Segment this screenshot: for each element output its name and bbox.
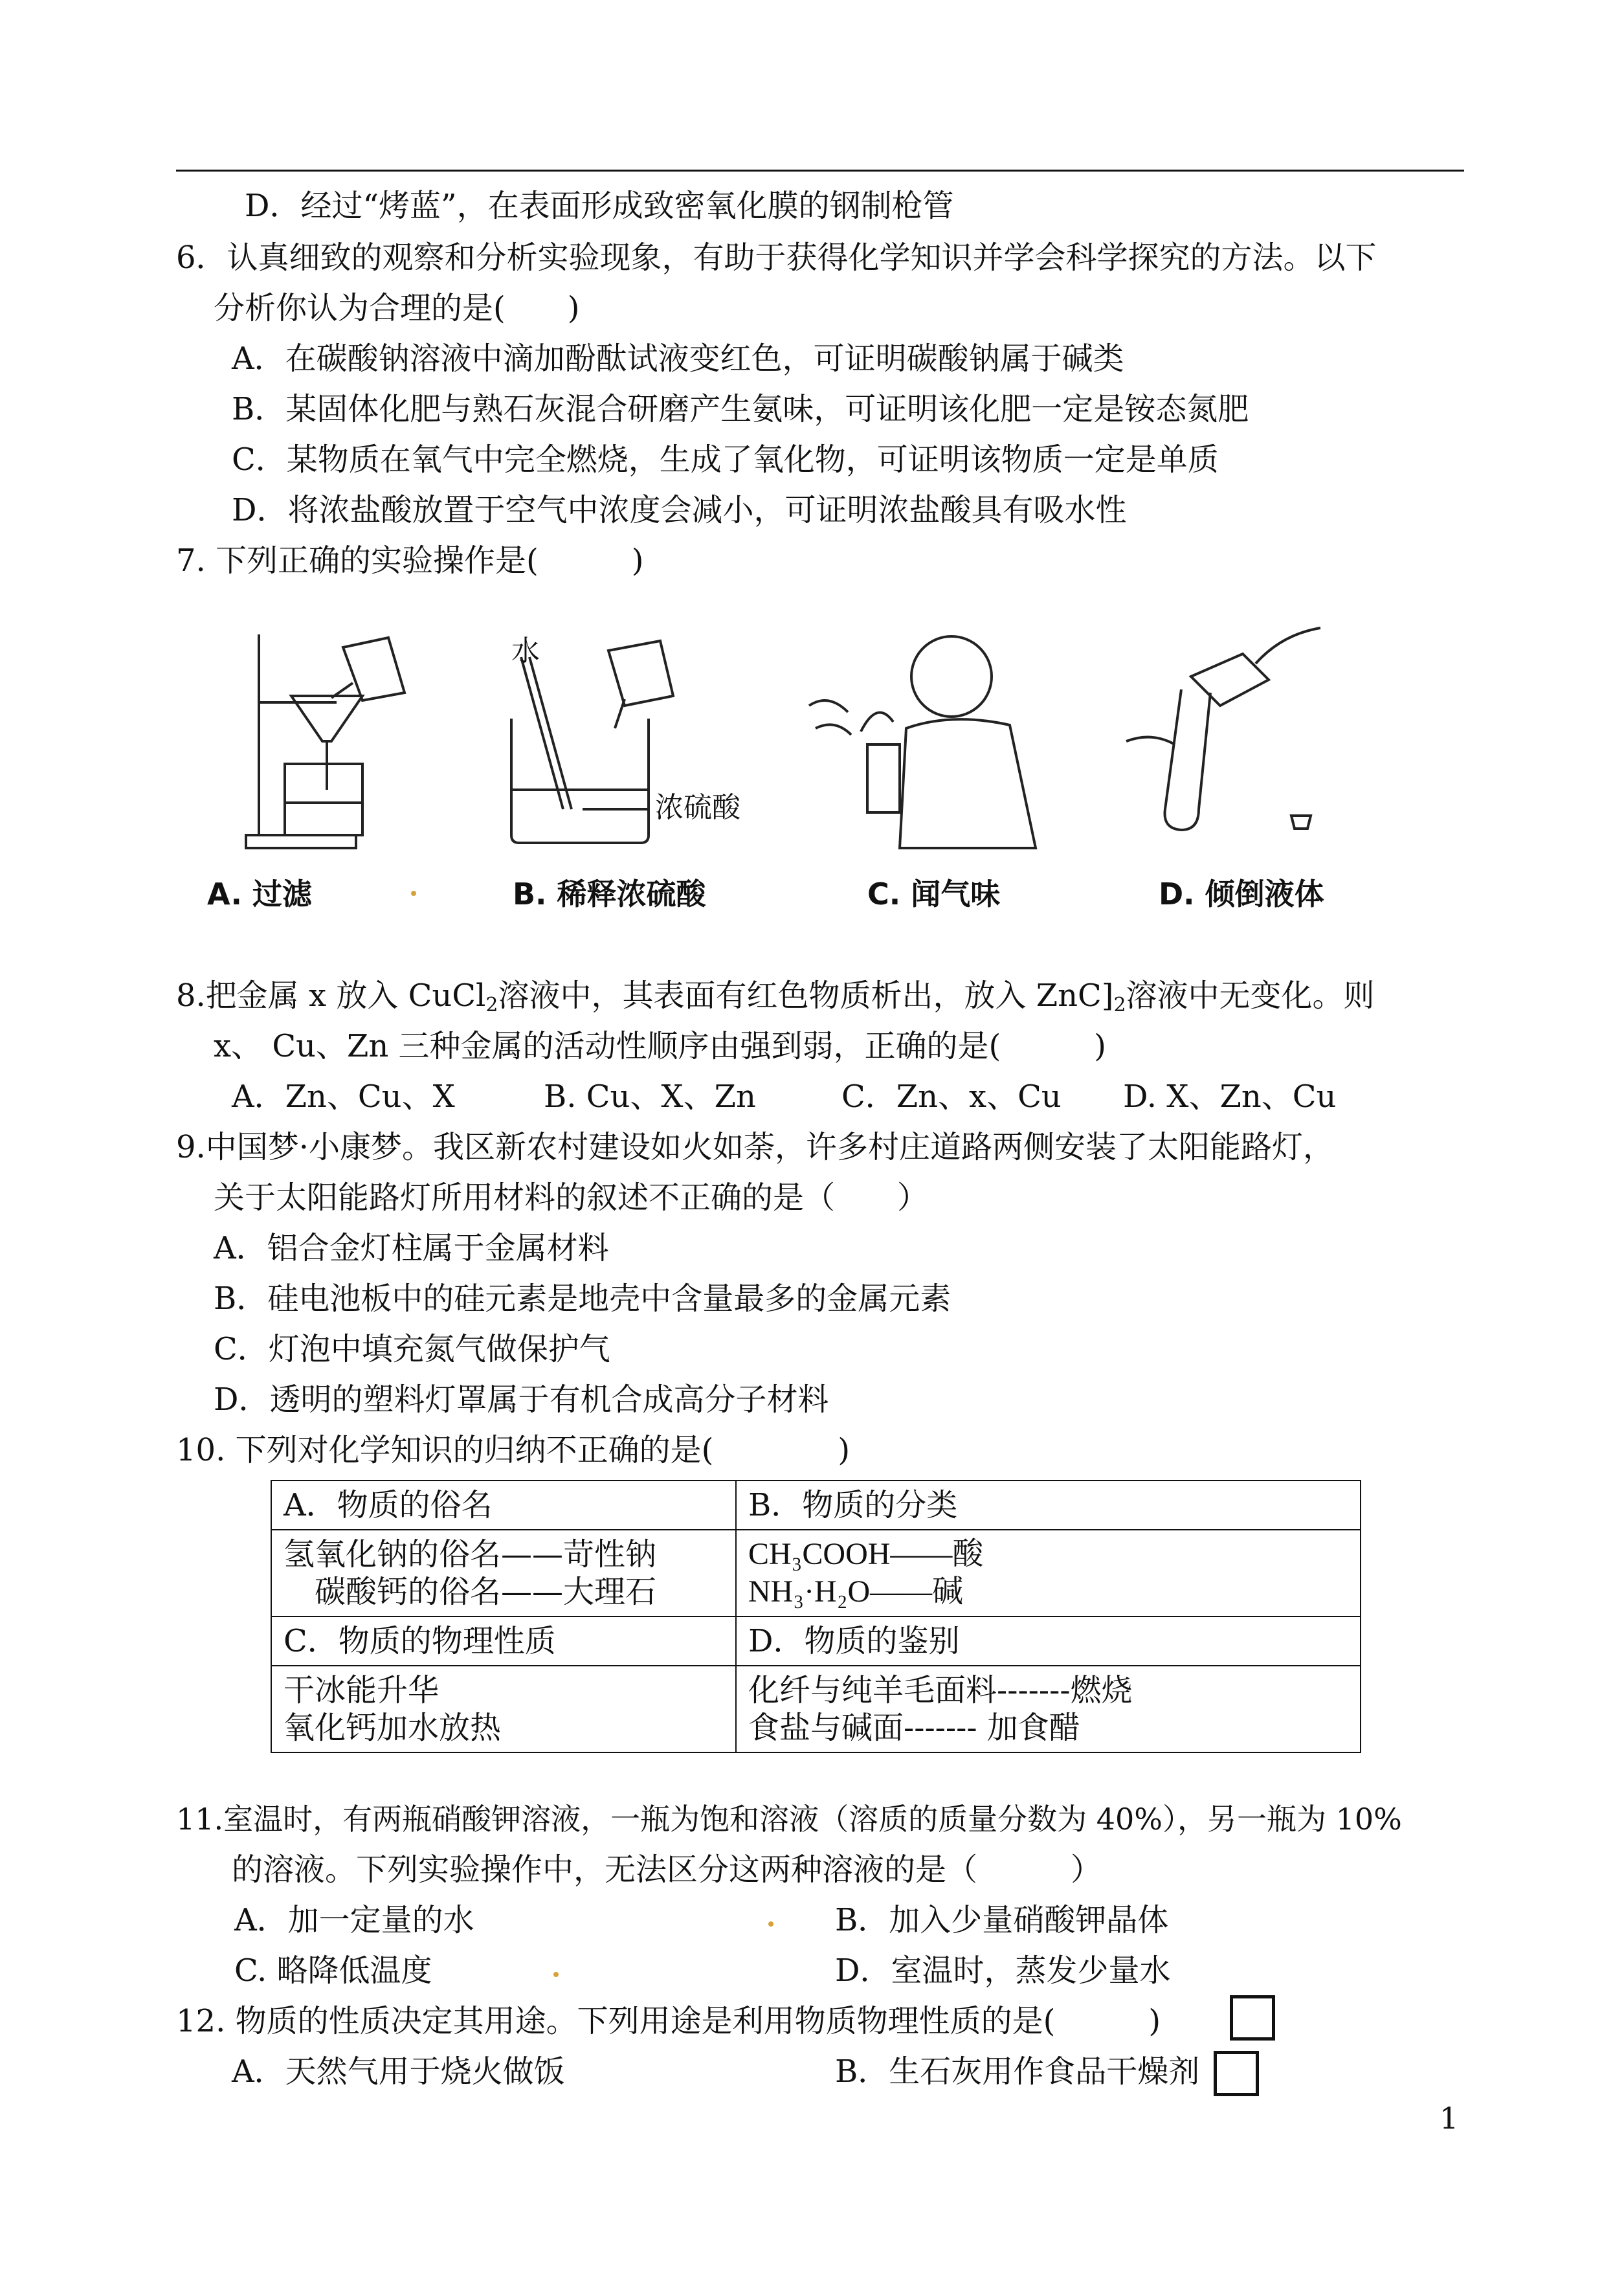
q6-option-a: A．在碳酸钠溶液中滴加酚酞试液变红色，可证明碳酸钠属于碱类: [232, 341, 1124, 377]
q11-option-d: D．室温时，蒸发少量水: [835, 1952, 1171, 1989]
q8-option-b: B. Cu、X、Zn: [544, 1079, 756, 1115]
caption-smell: C. 闻气味: [867, 877, 1001, 912]
q10-stem: 10. 下列对化学知识的归纳不正确的是( ): [176, 1432, 851, 1468]
q9-stem-line1: 9.中国梦·小康梦。我区新农村建设如火如荼，许多村庄道路两侧安装了太阳能路灯，: [176, 1129, 1335, 1165]
q11-stem-line1: 11.室温时，有两瓶硝酸钾溶液，一瓶为饱和溶液（溶质的质量分数为 40%），另一瓶为 10%: [176, 1802, 1402, 1837]
caption-filtration: A. 过滤: [207, 877, 312, 912]
header-rule: [176, 170, 1464, 172]
caption-dilution: B. 稀释浓硫酸: [513, 877, 706, 912]
q12-stem: 12. 物质的性质决定其用途。下列用途是利用物质物理性质的是( ): [176, 2003, 1161, 2039]
page-number: 1: [1440, 2101, 1459, 2136]
cell-a-body: 氢氧化钠的俗名——苛性钠 碳酸钙的俗名——大理石: [271, 1530, 736, 1616]
q8-option-a: A．Zn、Cu、X: [232, 1079, 455, 1115]
stray-dot: [768, 1921, 773, 1927]
q6-option-b: B．某固体化肥与熟石灰混合研磨产生氨味，可证明该化肥一定是铵态氮肥: [232, 391, 1249, 427]
q11-option-c: C. 略降低温度: [234, 1952, 432, 1989]
filtration-apparatus-icon: [246, 634, 405, 848]
stray-dot: [411, 891, 416, 896]
q9-option-c: C．灯泡中填充氮气做保护气: [214, 1331, 610, 1367]
q6-stem-line2: 分析你认为合理的是( ): [214, 290, 580, 326]
q6-stem-line1: 6．认真细致的观察和分析实验现象，有助于获得化学知识并学会科学探究的方法。以下: [176, 240, 1377, 276]
cell-d-head: D．物质的鉴别: [736, 1616, 1361, 1666]
q9-option-a: A．铝合金灯柱属于金属材料: [214, 1230, 609, 1266]
q7-figure: [194, 615, 1424, 919]
q11-stem-line2: 的溶液。下列实验操作中，无法区分这两种溶液的是（ ）: [232, 1851, 1102, 1888]
water-label: 水: [511, 634, 540, 667]
knowledge-table: [271, 1480, 1361, 1753]
q8-option-d: D. X、Zn、Cu: [1123, 1079, 1337, 1115]
q9-option-b: B．硅电池板中的硅元素是地壳中含量最多的金属元素: [214, 1281, 951, 1317]
caption-pour: D. 倾倒液体: [1159, 877, 1324, 912]
q6-option-c: C．某物质在氧气中完全燃烧，生成了氧化物，可证明该物质一定是单质: [232, 442, 1219, 478]
q5-option-d: D．经过“烤蓝”，在表面形成致密氧化膜的钢制枪管: [245, 188, 954, 224]
q11-option-b: B．加入少量硝酸钾晶体: [835, 1902, 1169, 1938]
q12-option-a: A．天然气用于烧火做饭: [232, 2053, 565, 2090]
q8-stem-line1: 8.把金属 x 放入 CuCl$_2$溶液中，其表面有红色物质析出，放入 $ZnC]_2$溶液中无变化。则: [176, 978, 1375, 1016]
answer-box[interactable]: [1230, 1995, 1275, 2041]
q9-stem-line2: 关于太阳能路灯所用材料的叙述不正确的是（ ）: [214, 1180, 929, 1216]
q12-option-b: B．生石灰用作食品干燥剂: [835, 2053, 1200, 2090]
dilution-apparatus-icon: [511, 641, 673, 843]
stray-dot: [553, 1972, 559, 1977]
answer-box[interactable]: [1214, 2051, 1259, 2096]
q8-stem-line2: x、 Cu、Zn 三种金属的活动性顺序由强到弱，正确的是( ): [214, 1028, 1106, 1064]
cell-b-head: B．物质的分类: [736, 1481, 1361, 1530]
q6-option-d: D．将浓盐酸放置于空气中浓度会减小，可证明浓盐酸具有吸水性: [232, 492, 1127, 528]
pouring-liquid-icon: [1126, 628, 1320, 830]
cell-b-body: CH₃COOH——酸 NH₃·H₂O——碱: [736, 1530, 1361, 1616]
q9-option-d: D．透明的塑料灯罩属于有机合成高分子材料: [214, 1381, 829, 1418]
cell-c-head: C．物质的物理性质: [271, 1616, 736, 1666]
cell-a-head: A．物质的俗名: [271, 1481, 736, 1530]
q11-option-a: A．加一定量的水: [234, 1902, 474, 1938]
q7-stem: 7. 下列正确的实验操作是( ): [176, 542, 644, 579]
sulfuric-acid-label: 浓硫酸: [655, 791, 740, 824]
q8-option-c: C．Zn、x、Cu: [841, 1079, 1062, 1115]
cell-c-body: 干冰能升华 氧化钙加水放热: [271, 1666, 736, 1752]
smelling-gas-icon: [809, 636, 1036, 848]
cell-d-body: 化纤与纯羊毛面料-------燃烧 食盐与碱面------- 加食醋: [736, 1666, 1361, 1752]
